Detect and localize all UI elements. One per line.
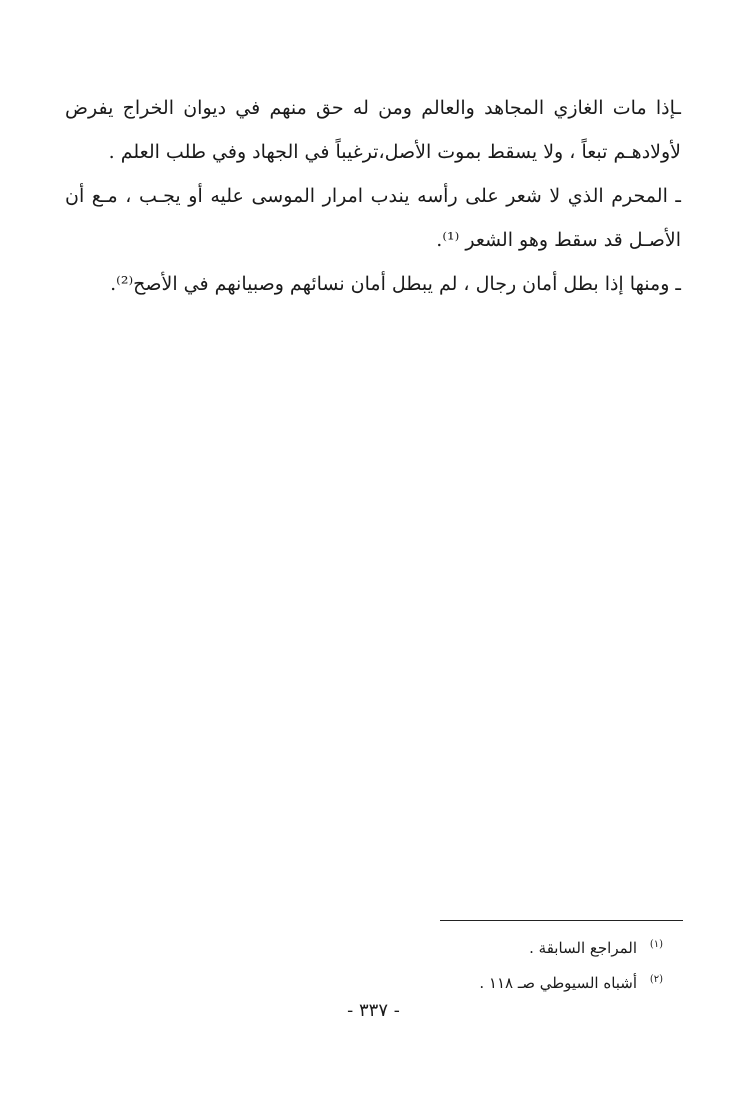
footnote-1 [433, 929, 683, 964]
paragraph-1: ـإذا مات الغازي المجاهد والعالم ومن له حق منهم في ديوان الخراج يفرض لأولادهـم تبعاً ، ولا يسقط بموت الأصل،ترغيباً في الجهاد وفي طلب العلم . [65, 97, 681, 163]
footnote-marker: (٢) [649, 974, 663, 985]
paragraph-2: ـ المحرم الذي لا شعر على رأسه يندب امرار الموسى عليه أو يجـب ، مـع أن الأصـل قد سقط وهو الشعر ⁽¹⁾. [65, 185, 681, 251]
paragraph-3: ـ ومنها إذا بطل أمان رجال ، لم يبطل أمان نسائهم وصبيانهم في الأصح⁽²⁾. [110, 273, 681, 295]
main-text [65, 86, 681, 306]
footnote-2 [433, 964, 683, 999]
footnote-text: أشباه السيوطي صـ ١١٨ . [479, 974, 638, 992]
page-number: - ٣٣٧ - [347, 1000, 400, 1021]
footnote-text: المراجع السابقة . [529, 939, 638, 957]
footnote-divider [440, 920, 683, 921]
footnote-marker: (١) [649, 939, 663, 950]
footnotes-section [433, 920, 683, 999]
